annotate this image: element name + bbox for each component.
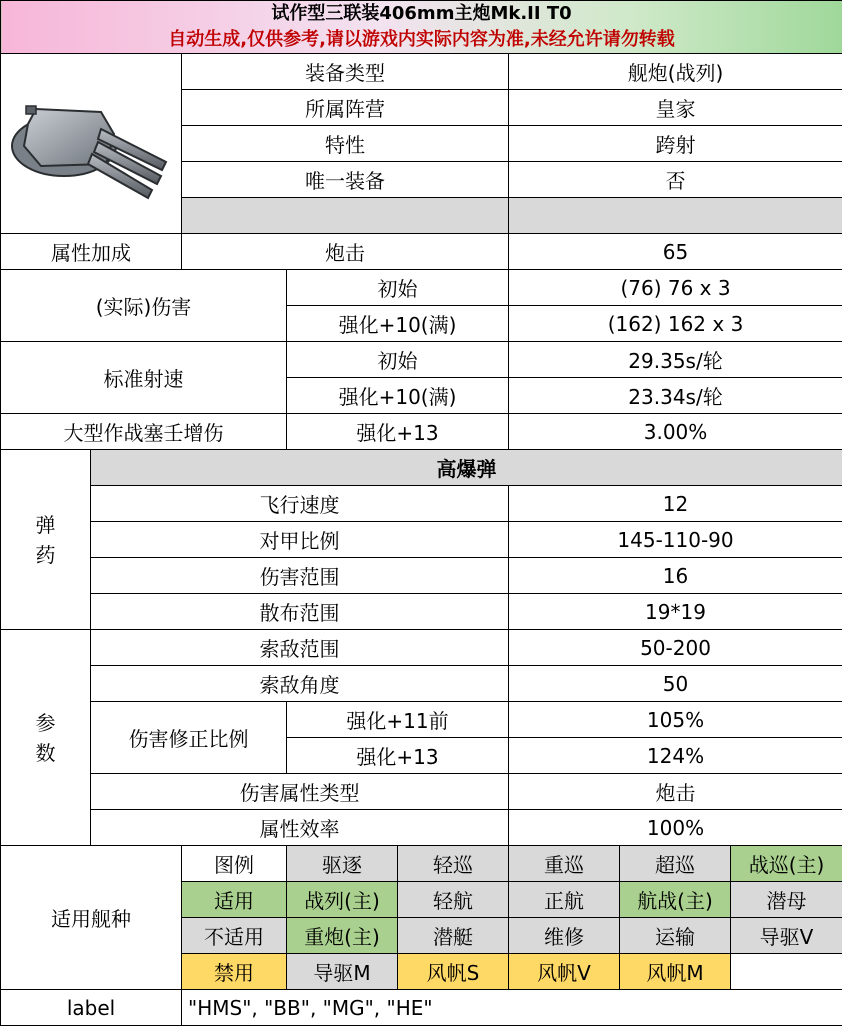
firerate-stage: 初始 [287, 342, 509, 378]
params-section-label [1, 630, 91, 846]
ship-type-cell: 维修 [509, 918, 620, 954]
ammo-stat-label: 飞行速度 [91, 486, 509, 522]
ship-type-cell [731, 954, 842, 990]
damage-label: (实际)伤害 [1, 270, 287, 342]
label-row-label: label [1, 990, 182, 1026]
bonus-stat: 炮击 [182, 234, 509, 270]
search-angle-value: 50 [509, 666, 842, 702]
ammo-stat-label: 伤害范围 [91, 558, 509, 594]
ship-type-cell: 运输 [620, 918, 731, 954]
firerate-label: 标准射速 [1, 342, 287, 414]
bonus-value: 65 [509, 234, 842, 270]
ship-type-cell: 重炮(主) [287, 918, 398, 954]
dmg-mod-stage: 强化+11前 [287, 702, 509, 738]
ammo-label: 弹药 [35, 512, 56, 567]
firerate-stage: 强化+10(满) [287, 378, 509, 414]
info-label: 唯一装备 [182, 162, 509, 198]
label-row-value: "HMS", "BB", "MG", "HE" [182, 990, 842, 1026]
ammo-stat-value: 19*19 [509, 594, 842, 630]
firerate-value: 29.35s/轮 [509, 342, 842, 378]
triple-turret-gun-icon [6, 84, 176, 204]
damage-value: (162) 162 x 3 [509, 306, 842, 342]
search-angle-label: 索敌角度 [91, 666, 509, 702]
ship-type-cell: 轻巡 [398, 846, 509, 882]
legend-forbidden: 禁用 [182, 954, 287, 990]
info-label: 所属阵营 [182, 90, 509, 126]
ship-type-cell: 风帆S [398, 954, 509, 990]
firerate-value: 23.34s/轮 [509, 378, 842, 414]
legend-usable: 适用 [182, 882, 287, 918]
ship-type-cell: 战列(主) [287, 882, 398, 918]
disclaimer-note: 自动生成,仅供参考,请以游戏内实际内容为准,未经允许请勿转载 [168, 29, 675, 50]
info-value: 舰炮(战列) [509, 54, 842, 90]
ship-type-cell: 风帆V [509, 954, 620, 990]
ship-type-cell: 航战(主) [620, 882, 731, 918]
bonus-label: 属性加成 [1, 234, 182, 270]
dmg-type-label: 伤害属性类型 [91, 774, 509, 810]
info-value: 跨射 [509, 126, 842, 162]
ammo-stat-value: 145-110-90 [509, 522, 842, 558]
dmg-mod-stage: 强化+13 [287, 738, 509, 774]
dmg-mod-value: 124% [509, 738, 842, 774]
equipment-image [1, 54, 182, 234]
info-label: 装备类型 [182, 54, 509, 90]
ship-type-cell: 导驱M [287, 954, 398, 990]
ship-type-cell: 潜艇 [398, 918, 509, 954]
efficiency-value: 100% [509, 810, 842, 846]
dmg-mod-label: 伤害修正比例 [91, 702, 287, 774]
efficiency-label: 属性效率 [91, 810, 509, 846]
page-title: 试作型三联装406mm主炮Mk.II T0 [271, 3, 572, 24]
ship-type-cell: 导驱V [731, 918, 842, 954]
ammo-stat-value: 16 [509, 558, 842, 594]
ship-type-cell: 超巡 [620, 846, 731, 882]
title-banner [1, 1, 842, 54]
empty-cell [509, 198, 842, 234]
info-value: 否 [509, 162, 842, 198]
ship-type-cell: 正航 [509, 882, 620, 918]
ammo-stat-label: 散布范围 [91, 594, 509, 630]
damage-stage: 初始 [287, 270, 509, 306]
bigops-stage: 强化+13 [287, 414, 509, 450]
ship-type-cell: 潜母 [731, 882, 842, 918]
legend-header: 图例 [182, 846, 287, 882]
ship-type-cell: 风帆M [620, 954, 731, 990]
ship-type-cell: 战巡(主) [731, 846, 842, 882]
ship-type-cell: 驱逐 [287, 846, 398, 882]
empty-cell [182, 198, 509, 234]
ship-type-cell: 轻航 [398, 882, 509, 918]
ships-label: 适用舰种 [1, 846, 182, 990]
search-range-value: 50-200 [509, 630, 842, 666]
search-range-label: 索敌范围 [91, 630, 509, 666]
damage-stage: 强化+10(满) [287, 306, 509, 342]
bigops-value: 3.00% [509, 414, 842, 450]
ammo-stat-value: 12 [509, 486, 842, 522]
info-value: 皇家 [509, 90, 842, 126]
bigops-label: 大型作战塞壬增伤 [1, 414, 287, 450]
dmg-mod-value: 105% [509, 702, 842, 738]
info-label: 特性 [182, 126, 509, 162]
ship-type-cell: 重巡 [509, 846, 620, 882]
ammo-type: 高爆弹 [91, 450, 842, 486]
ammo-stat-label: 对甲比例 [91, 522, 509, 558]
damage-value: (76) 76 x 3 [509, 270, 842, 306]
params-label: 参数 [35, 710, 56, 765]
dmg-type-value: 炮击 [509, 774, 842, 810]
legend-unusable: 不适用 [182, 918, 287, 954]
ammo-section-label [1, 450, 91, 630]
